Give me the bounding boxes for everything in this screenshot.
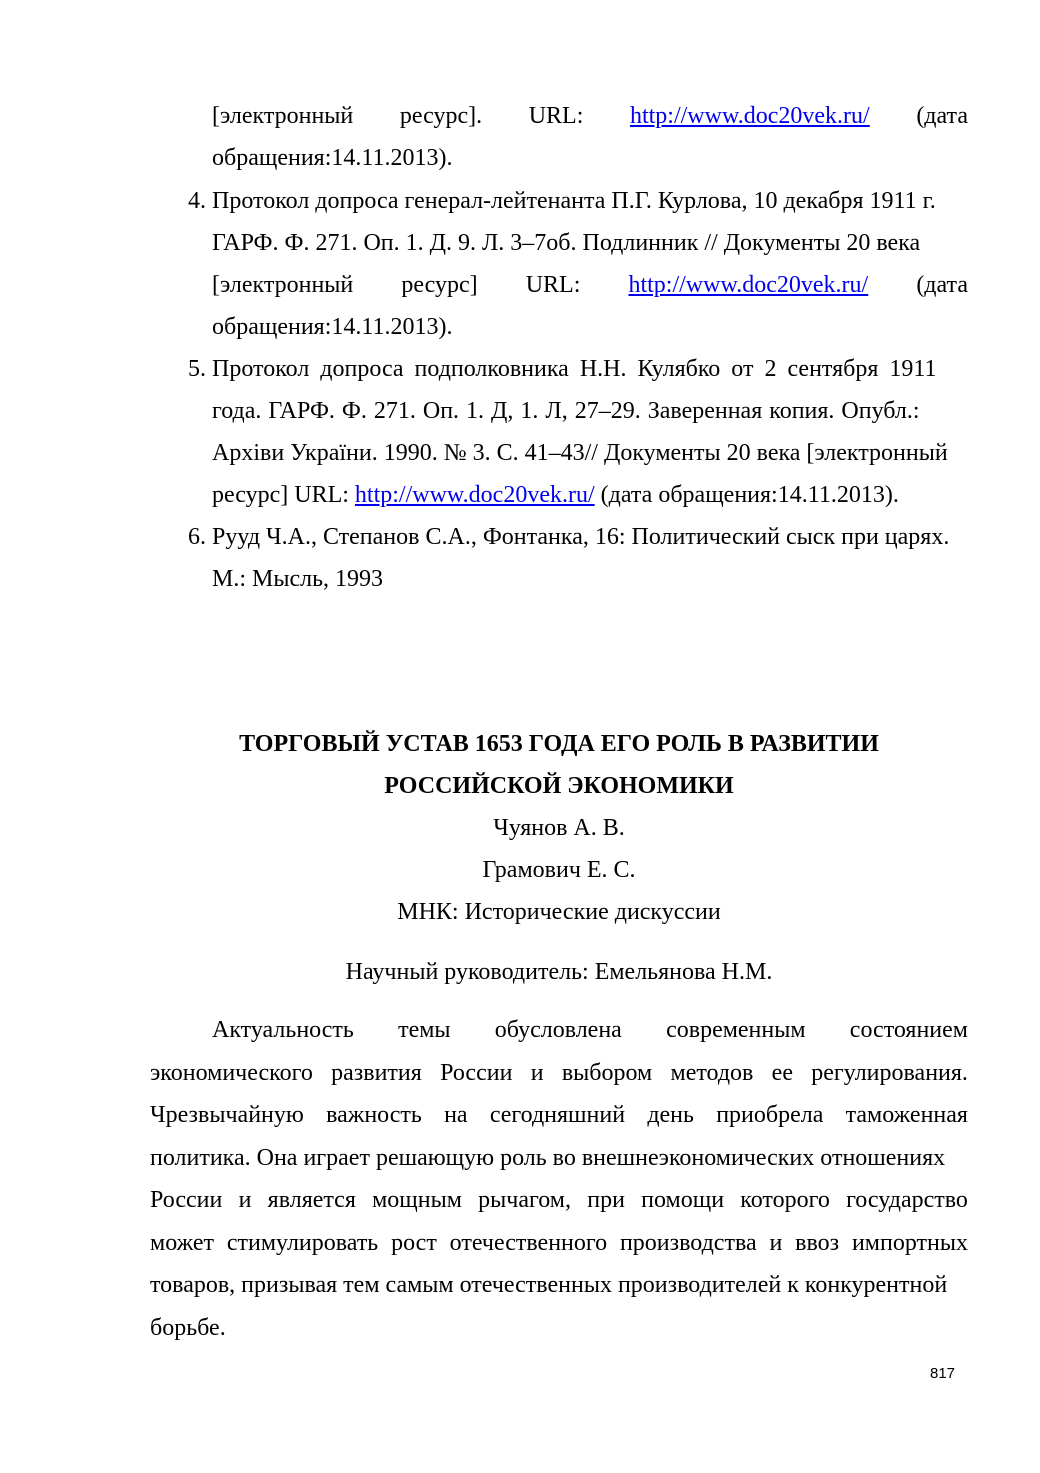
word: рычагом,: [478, 1187, 571, 1213]
word: производства: [619, 1230, 757, 1256]
paragraph-line-8: борьбе.: [150, 1315, 226, 1341]
ref6-line1: Рууд Ч.А., Степанов С.А., Фонтанка, 16: Политический сыск при царях.: [212, 524, 950, 550]
word: важность: [326, 1102, 422, 1128]
word: темы: [398, 1017, 451, 1043]
word: регулирования.: [811, 1060, 968, 1086]
paragraph-line-5: [150, 1185, 968, 1215]
ref5-line1: Протокол допроса подполковника Н.Н. Кулябко от 2 сентября 1911: [212, 356, 937, 382]
ref5-text: (дата обращения:14.11.2013).: [594, 482, 899, 508]
word: мощным: [372, 1187, 462, 1213]
word: государство: [846, 1187, 968, 1213]
paragraph-line-4: политика. Она играет решающую роль во внешнеэкономических отношениях: [150, 1145, 946, 1171]
word: и: [238, 1187, 252, 1213]
ref3-url-link[interactable]: http://www.doc20vek.ru/: [629, 103, 870, 129]
article-title-line1: ТОРГОВЫЙ УСТАВ 1653 ГОДА ЕГО РОЛЬ В РАЗВИТИИ: [239, 731, 879, 757]
ref5-text: ресурс] URL:: [212, 482, 355, 508]
ref4-url-link[interactable]: http://www.doc20vek.ru/: [628, 272, 869, 298]
ref5-line4: [212, 480, 968, 510]
ref3-word: (дата: [916, 103, 968, 129]
word: является: [267, 1187, 356, 1213]
word: Актуальность: [212, 1017, 354, 1043]
word: состоянием: [849, 1017, 968, 1043]
word: таможенная: [845, 1102, 968, 1128]
paragraph-line-3: [150, 1100, 968, 1130]
ref3-line1: [212, 101, 968, 131]
ref4-line1: [212, 186, 968, 216]
word: день: [647, 1102, 694, 1128]
ref4-line4: обращения:14.11.2013).: [212, 314, 453, 340]
paragraph-line-2: [150, 1058, 968, 1088]
ref5-url-link[interactable]: http://www.doc20vek.ru/: [354, 482, 595, 508]
ref6-line2: М.: Мысль, 1993: [212, 566, 384, 592]
word: Чрезвычайную: [150, 1102, 304, 1128]
ref4-word: (дата: [916, 272, 968, 298]
word: стимулировать: [226, 1230, 379, 1256]
word: на: [444, 1102, 468, 1128]
paragraph-line-7: товаров, призывая тем самым отечественных производителей к конкурентной: [150, 1272, 948, 1298]
word: при: [587, 1187, 625, 1213]
word: которого: [740, 1187, 830, 1213]
word: современным: [666, 1017, 806, 1043]
word: и: [530, 1060, 544, 1086]
ref5-line3: Архіви України. 1990. № 3. С. 41–43// Документы 20 века [электронный: [212, 440, 948, 466]
ref5-number: 5.: [188, 356, 206, 382]
word: выбором: [561, 1060, 653, 1086]
ref4-number: 4.: [188, 188, 206, 214]
word: России: [150, 1187, 223, 1213]
ref4-word: [электронный: [212, 272, 354, 298]
ref3-word: [электронный: [212, 103, 354, 129]
ref3-word: URL:: [528, 103, 584, 129]
ref6-number: 6.: [188, 524, 206, 550]
ref3-line2: обращения:14.11.2013).: [212, 145, 453, 171]
ref4-word: ресурс]: [401, 272, 478, 298]
word: отечественного: [449, 1230, 608, 1256]
word: сегодняшний: [489, 1102, 626, 1128]
section-name: МНК: Исторические дискуссии: [397, 899, 721, 925]
word: России: [440, 1060, 513, 1086]
author-2: Грамович Е. С.: [482, 857, 636, 883]
ref3-word: ресурс].: [399, 103, 483, 129]
ref4-text: Протокол допроса генерал-лейтенанта П.Г. Курлова, 10 декабря 1911 г.: [212, 188, 936, 214]
word: и: [769, 1230, 783, 1256]
article-title-line2: РОССИЙСКОЙ ЭКОНОМИКИ: [384, 773, 734, 799]
word: приобрела: [716, 1102, 824, 1128]
word: может: [150, 1230, 214, 1256]
author-1: Чуянов А. В.: [493, 815, 625, 841]
paragraph-line-6: [150, 1228, 968, 1258]
word: ее: [771, 1060, 793, 1086]
supervisor: Научный руководитель: Емельянова Н.М.: [345, 959, 773, 985]
ref5-line2: года. ГАРФ. Ф. 271. Оп. 1. Д, 1. Л, 27–29. Заверенная копия. Опубл.:: [212, 398, 920, 424]
page-number: 817: [930, 1365, 956, 1382]
ref4-line2: ГАРФ. Ф. 271. Оп. 1. Д. 9. Л. 3–7об. Подлинник // Документы 20 века: [212, 230, 921, 256]
ref4-word: URL:: [525, 272, 581, 298]
word: импортных: [851, 1230, 968, 1256]
word: экономического: [150, 1060, 313, 1086]
word: методов: [670, 1060, 754, 1086]
ref4-line3: [212, 270, 968, 300]
word: рост: [391, 1230, 437, 1256]
word: развития: [331, 1060, 422, 1086]
word: обусловлена: [494, 1017, 622, 1043]
word: помощи: [641, 1187, 725, 1213]
paragraph-line-1: [212, 1015, 968, 1045]
word: ввоз: [795, 1230, 840, 1256]
